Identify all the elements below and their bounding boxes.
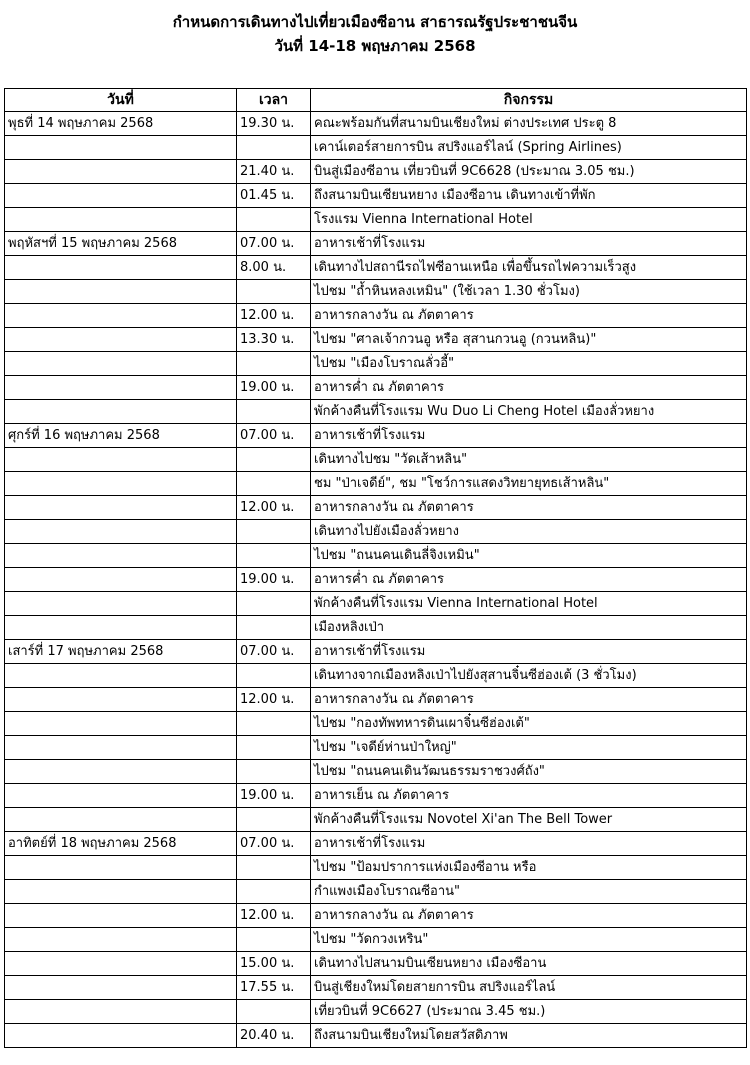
- table-row: [5, 880, 747, 904]
- cell-activity: บินสู่เชียงใหม่โดยสายการบิน สปริงแอร์ไลน์: [311, 976, 747, 1000]
- table-row: [5, 112, 747, 136]
- cell-day: [5, 1024, 237, 1048]
- cell-time: [237, 136, 311, 160]
- table-row: [5, 712, 747, 736]
- table-row: [5, 784, 747, 808]
- cell-activity: ชม "ป่าเจดีย์", ชม "โชว์การแสดงวิทยายุทธเส้าหลิน": [311, 472, 747, 496]
- cell-day: [5, 280, 237, 304]
- table-row: [5, 400, 747, 424]
- table-row: [5, 496, 747, 520]
- cell-activity: เมืองหลิงเป่า: [311, 616, 747, 640]
- cell-activity: พักค้างคืนที่โรงแรม Wu Duo Li Cheng Hotel เมืองลั่วหยาง: [311, 400, 747, 424]
- table-row: [5, 160, 747, 184]
- table-row: [5, 688, 747, 712]
- table-row: [5, 208, 747, 232]
- table-row: [5, 256, 747, 280]
- cell-time: 07.00 น.: [237, 424, 311, 448]
- cell-day: [5, 664, 237, 688]
- table-row: [5, 592, 747, 616]
- table-row: [5, 352, 747, 376]
- cell-time: 15.00 น.: [237, 952, 311, 976]
- cell-activity: ไปชม "ถนนคนเดินลี่จิงเหมิน": [311, 544, 747, 568]
- cell-time: 07.00 น.: [237, 232, 311, 256]
- cell-time: [237, 400, 311, 424]
- table-row: [5, 616, 747, 640]
- table-row: [5, 976, 747, 1000]
- cell-time: [237, 280, 311, 304]
- cell-activity: ไปชม "เมืองโบราณลั่วอี้": [311, 352, 747, 376]
- table-row: [5, 856, 747, 880]
- table-row: [5, 832, 747, 856]
- cell-activity: ถึงสนามบินเซียนหยาง เมืองซีอาน เดินทางเข้าที่พัก: [311, 184, 747, 208]
- cell-time: [237, 592, 311, 616]
- cell-activity: เดินทางไปสถานีรถไฟซีอานเหนือ เพื่อขึ้นรถไฟความเร็วสูง: [311, 256, 747, 280]
- cell-time: 19.00 น.: [237, 784, 311, 808]
- cell-activity: อาหารกลางวัน ณ ภัตตาคาร: [311, 904, 747, 928]
- table-row: [5, 808, 747, 832]
- cell-day: [5, 400, 237, 424]
- cell-time: 12.00 น.: [237, 304, 311, 328]
- cell-day: [5, 592, 237, 616]
- cell-time: [237, 664, 311, 688]
- itinerary-body: [5, 112, 747, 1048]
- table-row: [5, 328, 747, 352]
- cell-day: [5, 184, 237, 208]
- cell-day: [5, 952, 237, 976]
- table-row: [5, 640, 747, 664]
- header-time: เวลา: [237, 89, 311, 112]
- cell-activity: อาหารเช้าที่โรงแรม: [311, 424, 747, 448]
- table-row: [5, 280, 747, 304]
- cell-time: [237, 472, 311, 496]
- cell-time: [237, 1000, 311, 1024]
- cell-time: 17.55 น.: [237, 976, 311, 1000]
- cell-activity: บินสู่เมืองซีอาน เที่ยวบินที่ 9C6628 (ประมาณ 3.05 ชม.): [311, 160, 747, 184]
- cell-activity: คณะพร้อมกันที่สนามบินเชียงใหม่ ต่างประเทศ ประตู 8: [311, 112, 747, 136]
- cell-activity: กำแพงเมืองโบราณซีอาน": [311, 880, 747, 904]
- cell-activity: เคาน์เตอร์สายการบิน สปริงแอร์ไลน์ (Spring Airlines): [311, 136, 747, 160]
- cell-time: 13.30 น.: [237, 328, 311, 352]
- table-row: [5, 520, 747, 544]
- cell-time: 21.40 น.: [237, 160, 311, 184]
- cell-day: [5, 712, 237, 736]
- cell-time: [237, 736, 311, 760]
- cell-time: [237, 208, 311, 232]
- cell-activity: ไปชม "ถ้ำหินหลงเหมิน" (ใช้เวลา 1.30 ชั่วโมง): [311, 280, 747, 304]
- cell-time: 19.30 น.: [237, 112, 311, 136]
- table-row: [5, 376, 747, 400]
- cell-time: [237, 712, 311, 736]
- table-row: [5, 544, 747, 568]
- cell-activity: อาหารกลางวัน ณ ภัตตาคาร: [311, 688, 747, 712]
- cell-day: ศุกร์ที่ 16 พฤษภาคม 2568: [5, 424, 237, 448]
- cell-day: พฤหัสฯที่ 15 พฤษภาคม 2568: [5, 232, 237, 256]
- cell-time: 12.00 น.: [237, 904, 311, 928]
- cell-activity: ไปชม "ศาลเจ้ากวนอู หรือ สุสานกวนอู (กวนหลิน)": [311, 328, 747, 352]
- cell-time: [237, 880, 311, 904]
- table-row: [5, 184, 747, 208]
- cell-time: [237, 856, 311, 880]
- cell-day: [5, 304, 237, 328]
- table-row: [5, 1000, 747, 1024]
- cell-day: [5, 160, 237, 184]
- cell-activity: เดินทางไปชม "วัดเส้าหลิน": [311, 448, 747, 472]
- cell-time: 8.00 น.: [237, 256, 311, 280]
- cell-activity: อาหารกลางวัน ณ ภัตตาคาร: [311, 304, 747, 328]
- cell-activity: อาหารค่ำ ณ ภัตตาคาร: [311, 568, 747, 592]
- itinerary-table: [4, 88, 747, 1048]
- table-row: [5, 232, 747, 256]
- cell-day: [5, 760, 237, 784]
- cell-day: [5, 520, 237, 544]
- table-row: [5, 736, 747, 760]
- cell-activity: เดินทางไปยังเมืองลั่วหยาง: [311, 520, 747, 544]
- cell-time: [237, 544, 311, 568]
- cell-time: 19.00 น.: [237, 376, 311, 400]
- table-row: [5, 928, 747, 952]
- cell-day: [5, 784, 237, 808]
- cell-day: [5, 616, 237, 640]
- header-day: วันที่: [5, 89, 237, 112]
- cell-day: [5, 880, 237, 904]
- table-header-row: [5, 89, 747, 112]
- cell-day: [5, 472, 237, 496]
- cell-activity: พักค้างคืนที่โรงแรม Vienna International Hotel: [311, 592, 747, 616]
- table-row: [5, 304, 747, 328]
- cell-day: [5, 904, 237, 928]
- cell-activity: อาหารเช้าที่โรงแรม: [311, 832, 747, 856]
- cell-activity: ไปชม "เจดีย์ห่านป่าใหญ่": [311, 736, 747, 760]
- cell-day: [5, 328, 237, 352]
- table-row: [5, 424, 747, 448]
- document-title-block: [0, 10, 750, 58]
- cell-time: 07.00 น.: [237, 640, 311, 664]
- cell-day: อาทิตย์ที่ 18 พฤษภาคม 2568: [5, 832, 237, 856]
- cell-activity: อาหารเย็น ณ ภัตตาคาร: [311, 784, 747, 808]
- cell-time: [237, 448, 311, 472]
- cell-day: [5, 808, 237, 832]
- cell-day: [5, 376, 237, 400]
- table-row: [5, 664, 747, 688]
- table-row: [5, 1024, 747, 1048]
- cell-time: [237, 616, 311, 640]
- cell-activity: อาหารกลางวัน ณ ภัตตาคาร: [311, 496, 747, 520]
- cell-time: [237, 808, 311, 832]
- cell-day: [5, 208, 237, 232]
- cell-time: 07.00 น.: [237, 832, 311, 856]
- cell-activity: ไปชม "วัดกวงเหริน": [311, 928, 747, 952]
- cell-activity: เดินทางจากเมืองหลิงเป่าไปยังสุสานจิ๋นซีฮ่องเต้ (3 ชั่วโมง): [311, 664, 747, 688]
- cell-activity: อาหารเช้าที่โรงแรม: [311, 232, 747, 256]
- cell-day: [5, 688, 237, 712]
- cell-activity: อาหารค่ำ ณ ภัตตาคาร: [311, 376, 747, 400]
- cell-day: พุธที่ 14 พฤษภาคม 2568: [5, 112, 237, 136]
- cell-activity: เดินทางไปสนามบินเซียนหยาง เมืองซีอาน: [311, 952, 747, 976]
- table-row: [5, 136, 747, 160]
- cell-day: [5, 568, 237, 592]
- document-title: กำหนดการเดินทางไปเที่ยวเมืองซีอาน สาธารณรัฐประชาชนจีน: [172, 13, 578, 31]
- cell-time: [237, 760, 311, 784]
- cell-time: 01.45 น.: [237, 184, 311, 208]
- cell-day: [5, 736, 237, 760]
- cell-day: [5, 928, 237, 952]
- cell-activity: ไปชม "กองทัพทหารดินเผาจิ๋นซีฮ่องเต้": [311, 712, 747, 736]
- cell-time: 12.00 น.: [237, 496, 311, 520]
- table-row: [5, 448, 747, 472]
- cell-time: [237, 928, 311, 952]
- cell-activity: อาหารเช้าที่โรงแรม: [311, 640, 747, 664]
- table-row: [5, 568, 747, 592]
- cell-day: [5, 448, 237, 472]
- cell-day: [5, 256, 237, 280]
- table-row: [5, 904, 747, 928]
- cell-time: 20.40 น.: [237, 1024, 311, 1048]
- cell-activity: โรงแรม Vienna International Hotel: [311, 208, 747, 232]
- cell-day: [5, 976, 237, 1000]
- table-row: [5, 952, 747, 976]
- cell-activity: ไปชม "ป้อมปราการแห่งเมืองซีอาน หรือ: [311, 856, 747, 880]
- header-activity: กิจกรรม: [311, 89, 747, 112]
- cell-day: [5, 544, 237, 568]
- cell-day: [5, 856, 237, 880]
- cell-day: [5, 352, 237, 376]
- table-row: [5, 472, 747, 496]
- cell-day: [5, 1000, 237, 1024]
- document-date-range: วันที่ 14-18 พฤษภาคม 2568: [274, 37, 476, 55]
- cell-time: 12.00 น.: [237, 688, 311, 712]
- cell-day: เสาร์ที่ 17 พฤษภาคม 2568: [5, 640, 237, 664]
- cell-activity: ไปชม "ถนนคนเดินวัฒนธรรมราชวงศ์ถัง": [311, 760, 747, 784]
- cell-time: 19.00 น.: [237, 568, 311, 592]
- table-row: [5, 760, 747, 784]
- cell-day: [5, 496, 237, 520]
- cell-day: [5, 136, 237, 160]
- cell-activity: เที่ยวบินที่ 9C6627 (ประมาณ 3.45 ชม.): [311, 1000, 747, 1024]
- cell-activity: พักค้างคืนที่โรงแรม Novotel Xi'an The Bell Tower: [311, 808, 747, 832]
- cell-time: [237, 520, 311, 544]
- cell-time: [237, 352, 311, 376]
- cell-activity: ถึงสนามบินเชียงใหม่โดยสวัสดิภาพ: [311, 1024, 747, 1048]
